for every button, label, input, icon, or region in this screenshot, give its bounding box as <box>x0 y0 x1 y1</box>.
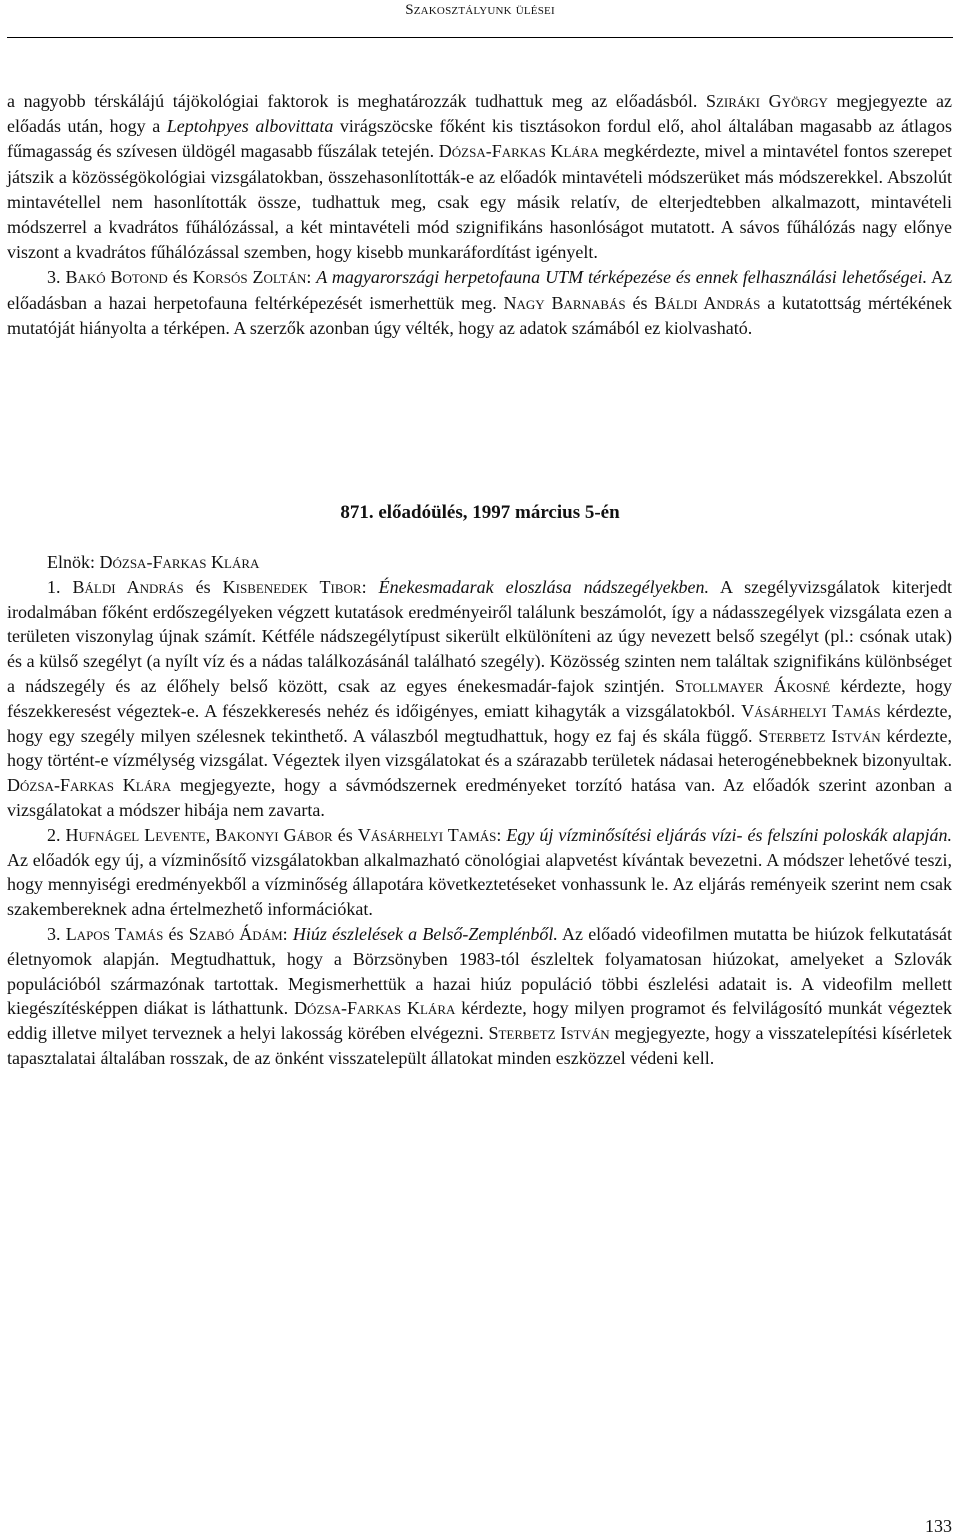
person-name: Sterbetz István <box>488 1023 610 1044</box>
person-name: Dózsa-Farkas Klára <box>438 141 599 162</box>
text-run: megkérdezte, mivel a mintavétel fontos szerepet játszik a közösségökológiai vizsgálatokban, összehasonlították-e az előadók mintavételi módszerüket más módszerekkel. Abszolút mintavétellel nem hasonlították össze, tudhattuk meg, csak egy másik relatív, de elterjedtebben alkalmazott, mintavételi módszerrel a kvadrátos fűhálózással, a két mintavételi mód szignifikáns hasonlóságot mutatott. A sávos fűhálózás nagy előnye viszont a kvadrátos fűhálózással szemben, hogy kisebb munkaráfordítást igényelt. <box>7 141 953 263</box>
person-name: Sziráki György <box>705 91 828 111</box>
text-run: a nagyobb térskálájú tájökológiai faktorok is meghatározzák tudhattuk meg az előadásból. <box>7 91 706 111</box>
body-text-top <box>7 89 952 341</box>
author-name: Lapos Tamás <box>65 923 164 944</box>
text-run: A szegélyvizsgálatok kiterjedt irodalmában főként erdőszegélyeken végzett kutatások eredményeiről találunk beszámolót, így a nádasszegélyek vizsgálata ezen a területen viszonylag újnak számít. Kétféle nádszegélytípust sikerült elkülöníteni az úgy nevezett belső szegélyt (pl.: csónak utak) és a külső szegélyt (a nyílt víz és a nádas találkozásánál található szegély). Közösség szinten nem találtak szignifikáns különbséget a nádszegély és az élőhely belső között, csak az egyes énekesmadár-fajok szintjén. <box>7 576 952 696</box>
author-name: Báldi András <box>72 576 184 597</box>
person-name: Stollmayer Ákosné <box>674 675 831 696</box>
talk-paragraph <box>7 265 952 341</box>
text-run: : <box>282 923 293 944</box>
chair-line <box>7 550 952 575</box>
text-run: megjegyezte, hogy a sávmódszernek eredményeket torzító hatása van. Az előadók szerint azonban a vizsgálatokat a módszer hibája nem zavarta. <box>7 775 953 820</box>
text-run: kérdezte, hogy milyen programot és felvilágosító munkát végeztek eddig illetve milyet terveznek a helyi lakosság körében elvégezni. <box>7 998 952 1044</box>
author-name: Korsós Zoltán <box>192 267 307 288</box>
text-run: kérdezte, hogy történt-e vízmélység vizsgálat. Végeztek ilyen vizsgálatokat és a szárazabb területek nádasai heterogénebbeknek bizonyultak. <box>7 725 953 771</box>
talk-number: 1. <box>47 576 73 597</box>
author-name: Kisbenedek Tibor <box>222 576 362 597</box>
talk-title: Énekesmadarak eloszlása nádszegélyekben. <box>378 576 710 597</box>
author-name: Bakonyi Gábor <box>215 824 333 845</box>
talk-number: 3. <box>47 923 66 944</box>
text-run: és <box>332 824 358 845</box>
text-run: Az előadásban a hazai herpetofauna feltérképezését ismerhettük meg. <box>7 267 953 313</box>
author-name: Vásárhelyi Tamás <box>357 824 497 845</box>
text-run: Az előadó videofilmen mutatta be hiúzok felkutatását életnyomok alapján. Megtudhattuk, hogy a Börzsönyben 1983-tól észleltek folyamatosan hiúzokat, amelyeket a Szlovák populációból származónak tartottak. Megismerhettük a hazai hiúz populáció többi észlelési adatait is. A videofilm mellett kiegészítésképpen diákat is láthattunk. <box>7 923 952 1019</box>
text-run: Az előadók egy új, a vízminősítő vizsgálatokban alkalmazható cönológiai alapvetést kívántak bevezetni. A módszer lehetővé teszi, hogy mennyiségi eredményekből a vízminőség állapotára következtetéseket vonhassunk le. Az eljárás reményeik szerint nem csak szakembereknek adna értelmezhető információkat. <box>7 849 952 920</box>
body-text-session <box>7 550 952 1071</box>
person-name: Dózsa-Farkas Klára <box>294 998 456 1019</box>
person-name: Sterbetz István <box>758 725 881 746</box>
talk-paragraph <box>7 823 952 922</box>
talk-paragraph <box>7 922 952 1071</box>
text-run: a kutatottság mértékének mutatóját hiányolta a térképen. A szerzők azonban úgy vélték, hogy az adatok számából ez kiolvasható. <box>7 292 953 338</box>
text-run: megjegyezte, hogy a visszatelepítési kísérletek tapasztalatai általában rosszak, de az önként visszatelepült állatokat minden eszközzel védeni kell. <box>7 1023 953 1068</box>
text-run: és <box>163 923 189 944</box>
chair-name: Dózsa-Farkas Klára <box>99 552 260 572</box>
text-run: , <box>205 824 216 845</box>
session-heading: 871. előadóülés, 1997 március 5-én <box>340 502 620 523</box>
text-run: és <box>625 292 655 313</box>
chair-label: Elnök: <box>47 552 100 572</box>
text-run: kérdezte, hogy fészekkeresést végeztek-e. A fészekkeresés nehéz és időigényes, emiatt kihagyták a vizsgálatokból. <box>7 675 953 721</box>
paragraph-continuation <box>7 89 952 265</box>
talk-number: 3. <box>47 267 66 288</box>
author-name: Hufnágel Levente <box>65 824 206 845</box>
person-name: Dózsa-Farkas Klára <box>7 775 172 796</box>
talk-paragraph <box>7 575 952 823</box>
running-header: Szakosztályunk ülései <box>405 2 555 18</box>
author-name: Szabó Ádám <box>188 923 283 944</box>
person-name: Báldi András <box>654 292 761 313</box>
talk-title: Egy új vízminősítési eljárás vízi- és felszíni poloskák alapján. <box>506 824 952 845</box>
text-run: és <box>167 267 193 288</box>
text-run: megjegyezte az előadás után, hogy a <box>7 91 952 137</box>
talk-title: A magyarországi herpetofauna UTM térképezése és ennek felhasználási lehetőségei. <box>316 267 928 288</box>
text-run: : <box>361 576 379 597</box>
talk-number: 2. <box>47 824 66 845</box>
text-run: : <box>306 267 317 288</box>
person-name: Vásárhelyi Tamás <box>741 700 881 721</box>
talk-title: Hiúz észlelések a Belső-Zemplénből. <box>292 923 558 944</box>
author-name: Bakó Botond <box>65 267 168 288</box>
person-name: Nagy Barnabás <box>503 292 626 313</box>
text-run: virágszöcske főként kis tisztásokon fordul elő, ahol általában magasabb az átlagos fűmagasság és szívesen üldögél magasabb fűszálak tetején. <box>7 116 952 162</box>
header-rule <box>7 37 953 38</box>
page-number: 133 <box>925 1516 952 1536</box>
text-run: és <box>183 576 223 597</box>
species-name: Leptohpyes albovittata <box>166 116 334 137</box>
text-run: : <box>496 824 507 845</box>
text-run: kérdezte, hogy egy szegély milyen szélesnek tekinthető. A válaszból megtudhattuk, hogy ez faj és skála függő. <box>7 700 952 746</box>
